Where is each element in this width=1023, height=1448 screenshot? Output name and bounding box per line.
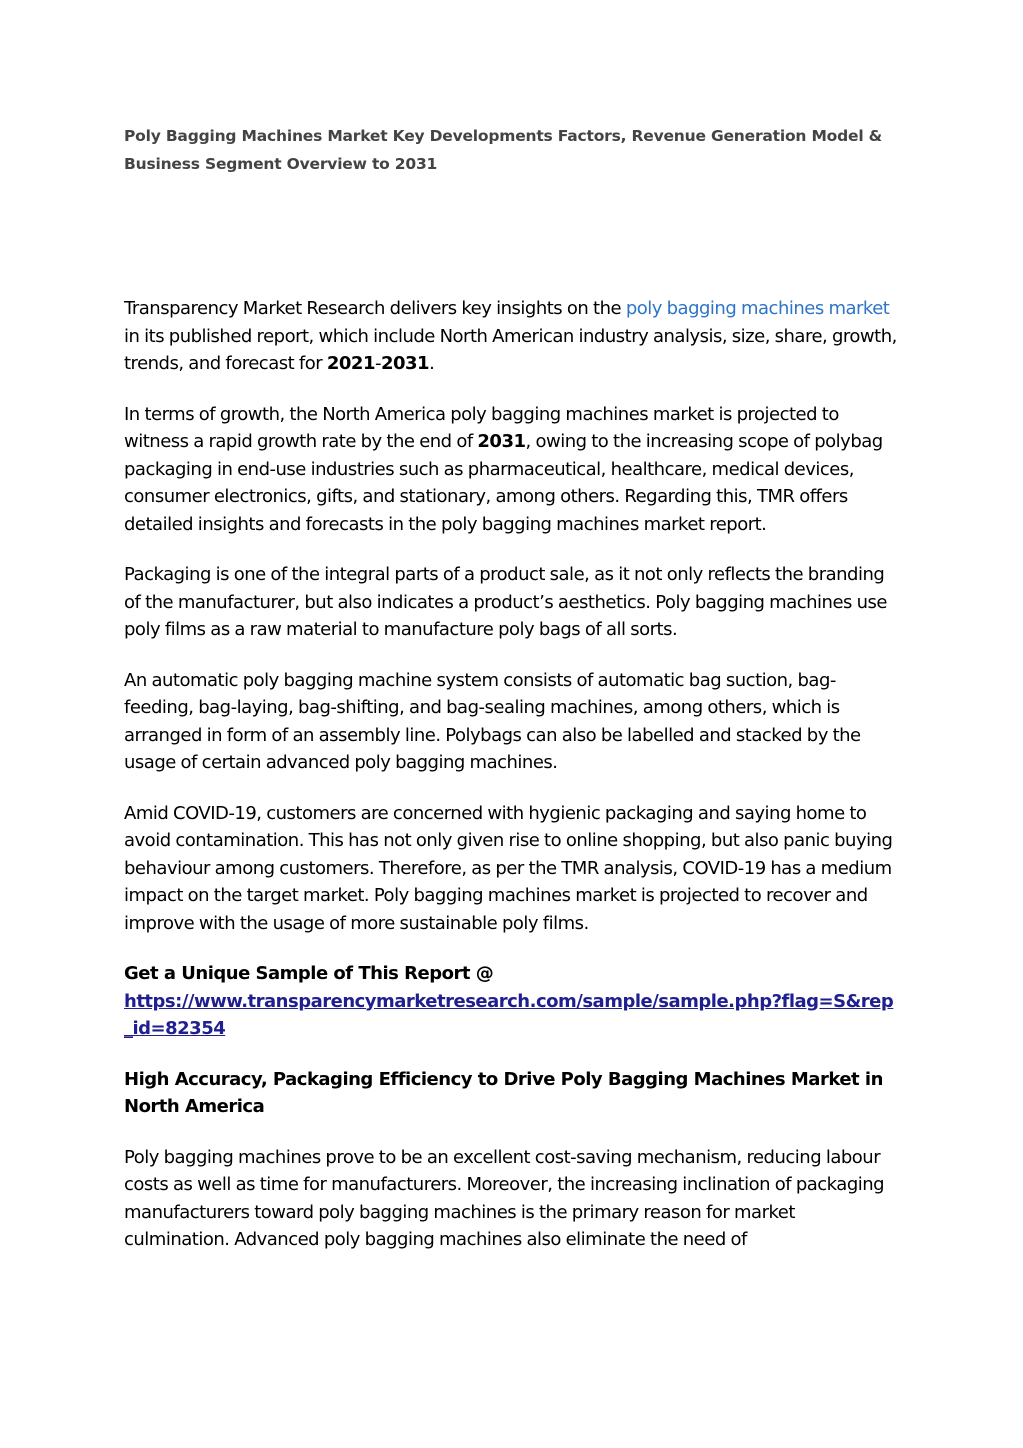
automatic-system-paragraph: An automatic poly bagging machine system consists of automatic bag suction, bag-feeding, bag-laying, bag-shifting, and bag-sealing machines, among others, which is arranged in form of an assembly line. Polybags can also be labelled and stacked by the usage of certain advanced poly bagging machines. [124, 669, 861, 773]
growth-paragraph [124, 401, 904, 539]
document-title: Poly Bagging Machines Market Key Developments Factors, Revenue Generation Model & Business Segment Overview to 2031 [124, 127, 882, 173]
section-heading: High Accuracy, Packaging Efficiency to Drive Poly Bagging Machines Market in North America [124, 1068, 883, 1117]
cost-saving-paragraph: Poly bagging machines prove to be an excellent cost-saving mechanism, reducing labour costs as well as time for manufacturers. Moreover, the increasing inclination of packaging manufacturers toward poly bagging machines is the primary reason for market culmination. Advanced poly bagging machines also eliminate the need of [124, 1146, 885, 1250]
intro-year-separator: - [374, 353, 381, 374]
growth-year: 2031 [477, 431, 526, 452]
covid-paragraph: Amid COVID-19, customers are concerned with hygienic packaging and saying home to avoid contamination. This has not only given rise to online shopping, but also panic buying behaviour among customers. Therefore, as per the TMR analysis, COVID-19 has a medium impact on the target market. Poly bagging machines market is projected to recover and improve with the usage of more sustainable poly films. [124, 802, 893, 934]
sample-request-block [124, 960, 904, 1043]
intro-year-end: 2031 [380, 353, 430, 374]
intro-text-middle: in its published report, which include North American industry analysis, size, share, growth, trends, and forecast for [124, 325, 897, 374]
sample-request-link[interactable]: https://www.transparencymarketresearch.com/sample/sample.php?flag=S&rep_id=82354 [124, 990, 894, 1039]
growth-text-start: In terms of growth, the North America poly bagging machines market is projected to witness a rapid growth rate by the end of [124, 403, 839, 452]
growth-text-end: , owing to the increasing scope of polybag packaging in end-use industries such as pharmaceutical, healthcare, medical devices, consumer electronics, gifts, and stationary, among others. Regarding this, TMR offers detailed insights and forecasts in the poly bagging machines market report. [124, 431, 883, 535]
intro-year-start: 2021 [326, 353, 375, 374]
packaging-paragraph: Packaging is one of the integral parts of a product sale, as it not only reflects the branding of the manufacturer, but also indicates a product’s aesthetics. Poly bagging machines use poly films as a raw material to manufacture poly bags of all sorts. [124, 564, 887, 640]
document-page [124, 122, 904, 1277]
poly-bagging-machines-market-link[interactable]: poly bagging machines market [625, 298, 890, 319]
intro-paragraph [124, 295, 904, 378]
intro-text-start: Transparency Market Research delivers key insights on the [124, 298, 626, 319]
intro-text-end: . [429, 353, 435, 374]
sample-request-label: Get a Unique Sample of This Report @ [124, 963, 494, 984]
